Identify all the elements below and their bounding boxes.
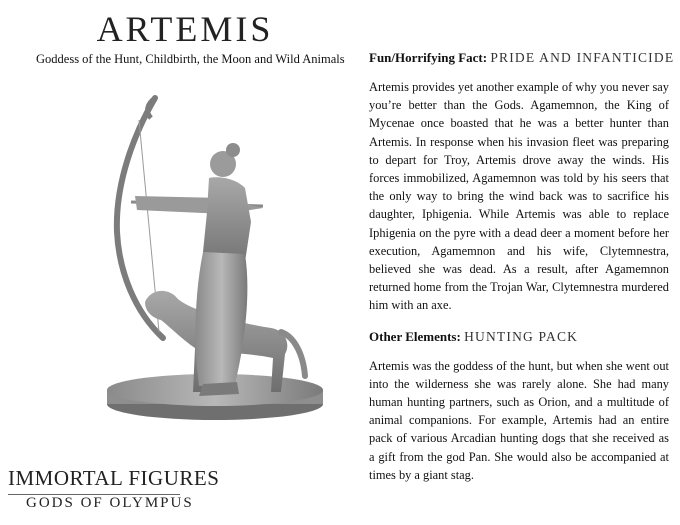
section-value: HUNTING PACK (464, 328, 579, 344)
text-column (369, 50, 675, 484)
page-subtitle: Goddess of the Hunt, Childbirth, the Moon and Wild Animals (36, 52, 345, 66)
section-label: Other Elements: (369, 328, 461, 344)
section-label: Fun/Horrifying Fact: (369, 50, 488, 65)
brand-divider (8, 494, 180, 495)
brand-line-1: IMMORTAL FIGURES (8, 466, 220, 490)
section-paragraph-elements: Artemis was the goddess of the hunt, but when she went out into the wilderness she was rarely alone. She had many human hunting partners, such as Orion, and a multitude of animal companions. For example, Artemis had an entire pack of various Arcadian hunting dogs that she received as a gift from the god Pan. She would also be accompanied at times by a giant stag. (369, 358, 669, 482)
section-paragraph-fact: Artemis provides yet another example of why you never say you’re better than the Gods. Agamemnon, the King of Mycenae once boasted that he was a better hunter than Artemis. In response when his invasion fleet was preparing to depart for Troy, Artemis drove away the winds. His forces immobilized, Agamemnon was told by his seers that the only way to bring the wind back was to sacrifice his daughter, Iphigenia. While Artemis was able to replace Iphigenia on the pyre with a dead deer a moment before her execution, Agamemnon and his wife, Clytemnestra, believed she was dead. As a result, after Agamemnon returned home from the Trojan War, Clytemnestra murdered him with an axe. (369, 80, 669, 313)
page-title: ARTEMIS (96, 9, 274, 49)
brand-logo (8, 466, 219, 512)
section-heading-fact (369, 50, 675, 66)
brand-line-2: GODS OF OLYMPUS (26, 495, 194, 511)
section-value: PRIDE AND INFANTICIDE (490, 50, 675, 65)
section-heading-elements (369, 329, 669, 345)
artemis-miniature-image (95, 92, 335, 422)
